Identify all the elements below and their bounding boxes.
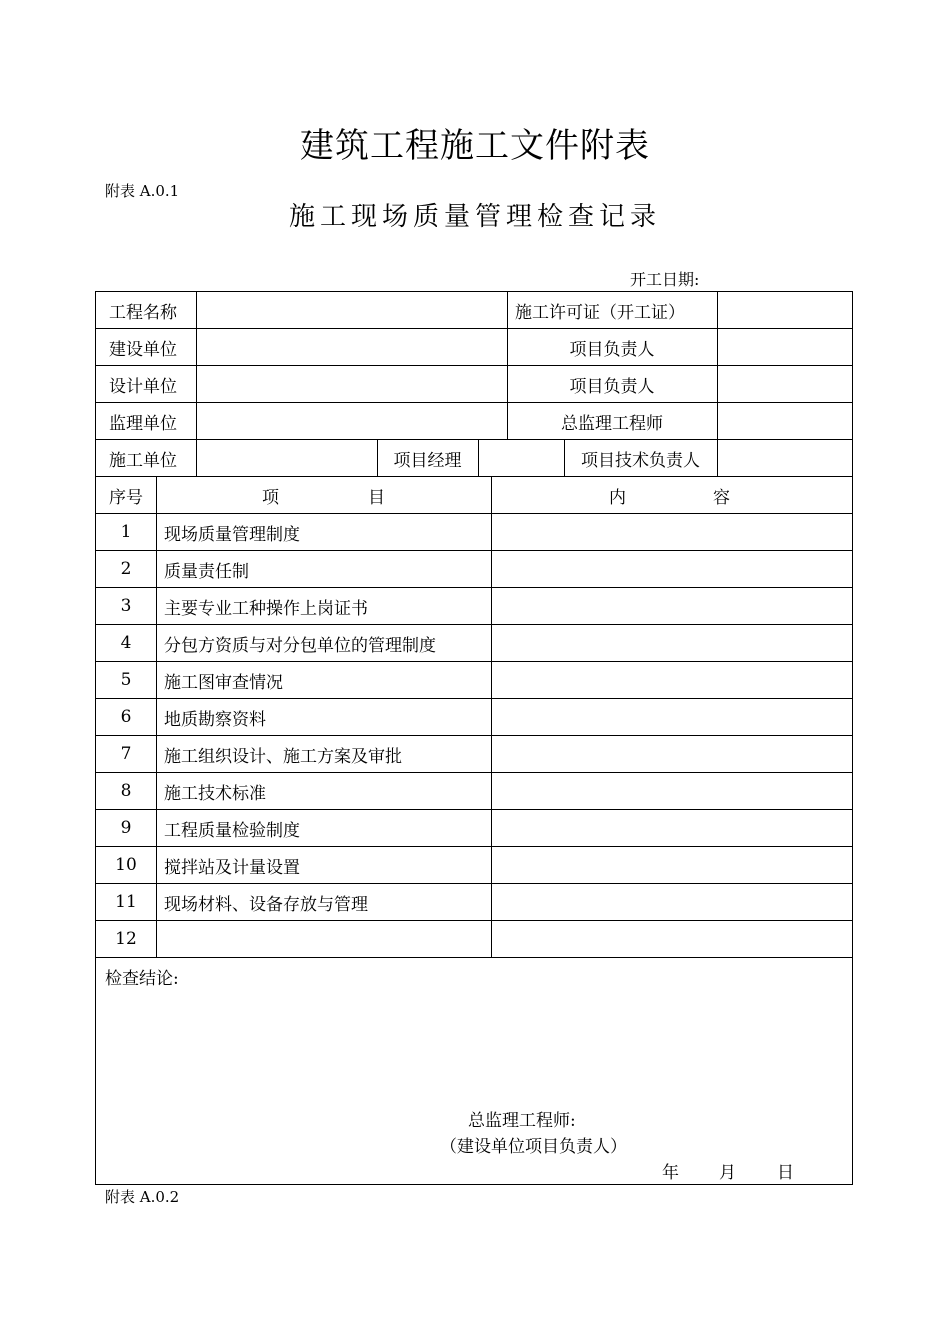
table-row	[96, 921, 852, 958]
info-row-design-unit	[96, 366, 852, 403]
row-content-field[interactable]	[491, 847, 853, 883]
project-name-field[interactable]	[196, 292, 507, 328]
row-content-field[interactable]	[491, 551, 853, 587]
chief-supervisor-field[interactable]	[717, 403, 853, 439]
row-item: 主要专业工种操作上岗证书	[164, 598, 368, 619]
table-row	[96, 773, 852, 810]
design-unit-field[interactable]	[196, 366, 507, 402]
table-row	[96, 884, 852, 921]
row-item: 质量责任制	[164, 561, 249, 582]
row-number: 3	[120, 596, 132, 616]
tech-leader-field[interactable]	[717, 440, 853, 476]
inspection-form-table	[95, 291, 853, 1185]
header-no: 序号	[109, 487, 143, 508]
builder-unit-field[interactable]	[196, 440, 377, 476]
project-leader-field[interactable]	[717, 329, 853, 365]
row-item: 地质勘察资料	[164, 709, 266, 730]
date-month: 月	[719, 1163, 736, 1183]
chief-supervisor-label: 总监理工程师	[561, 413, 663, 434]
info-row-project	[96, 292, 852, 329]
row-number: 10	[115, 855, 137, 875]
header-item-char-2: 目	[368, 487, 385, 508]
row-item: 现场材料、设备存放与管理	[164, 894, 368, 915]
row-number: 8	[120, 781, 132, 801]
date-year: 年	[662, 1163, 679, 1183]
row-content-field[interactable]	[491, 810, 853, 846]
project-manager-label: 项目经理	[393, 450, 462, 471]
row-item: 施工图审查情况	[164, 672, 283, 693]
header-item	[156, 477, 491, 513]
info-row-construction-unit	[96, 329, 852, 366]
row-number: 4	[120, 633, 132, 653]
appendix-label-bottom: 附表 A.0.2	[105, 1188, 180, 1206]
conclusion-label: 检查结论:	[105, 969, 179, 989]
row-number: 6	[120, 707, 132, 727]
construction-leader-signature-label: （建设单位项目负责人）	[440, 1137, 627, 1157]
builder-unit-label: 施工单位	[109, 450, 177, 471]
supervision-unit-field[interactable]	[196, 403, 507, 439]
row-item: 搅拌站及计量设置	[164, 857, 300, 878]
construction-unit-label: 建设单位	[109, 339, 177, 360]
table-row	[96, 699, 852, 736]
design-leader-label: 项目负责人	[569, 376, 655, 397]
row-content-field[interactable]	[491, 514, 853, 550]
table-row	[96, 810, 852, 847]
header-item-char-1: 项	[262, 487, 279, 508]
date-day: 日	[777, 1163, 794, 1183]
row-content-field[interactable]	[491, 625, 853, 661]
row-content-field[interactable]	[491, 699, 853, 735]
row-item	[156, 921, 491, 957]
start-date-label: 开工日期:	[630, 270, 700, 289]
row-content-field[interactable]	[491, 662, 853, 698]
row-item: 分包方资质与对分包单位的管理制度	[164, 635, 436, 656]
row-number: 12	[115, 929, 137, 949]
supervision-unit-label: 监理单位	[109, 413, 177, 434]
table-row	[96, 514, 852, 551]
row-content-field[interactable]	[491, 736, 853, 772]
table-row	[96, 847, 852, 884]
row-item: 现场质量管理制度	[164, 524, 300, 545]
table-header-row	[96, 477, 852, 514]
permit-field[interactable]	[717, 292, 853, 328]
row-number: 1	[120, 522, 132, 542]
info-row-supervision-unit	[96, 403, 852, 440]
project-leader-label: 项目负责人	[569, 339, 655, 360]
design-leader-field[interactable]	[717, 366, 853, 402]
row-item: 工程质量检验制度	[164, 820, 300, 841]
table-row	[96, 551, 852, 588]
row-number: 9	[120, 818, 132, 838]
project-name-label: 工程名称	[109, 302, 177, 323]
table-row	[96, 736, 852, 773]
form-title: 施工现场质量管理检查记录	[288, 202, 661, 232]
header-content	[491, 477, 853, 513]
row-number: 11	[115, 892, 137, 912]
design-unit-label: 设计单位	[109, 376, 177, 397]
row-number: 2	[120, 559, 132, 579]
row-number: 7	[120, 744, 132, 764]
row-content-field[interactable]	[491, 884, 853, 920]
row-item: 施工组织设计、施工方案及审批	[164, 746, 402, 767]
table-row	[96, 662, 852, 699]
row-item: 施工技术标准	[164, 783, 266, 804]
row-content-field[interactable]	[491, 588, 853, 624]
permit-label: 施工许可证（开工证）	[515, 302, 685, 323]
document-title: 建筑工程施工文件附表	[300, 126, 650, 166]
row-content-field[interactable]	[491, 921, 853, 957]
table-row	[96, 588, 852, 625]
row-number: 5	[120, 670, 132, 690]
project-manager-field[interactable]	[478, 440, 564, 476]
tech-leader-label: 项目技术负责人	[581, 450, 700, 471]
construction-unit-field[interactable]	[196, 329, 507, 365]
info-row-builder-unit	[96, 440, 852, 477]
header-content-char-2: 容	[713, 487, 730, 508]
chief-supervisor-signature-label: 总监理工程师:	[468, 1111, 576, 1131]
table-row	[96, 625, 852, 662]
header-content-char-1: 内	[609, 487, 626, 508]
row-content-field[interactable]	[491, 773, 853, 809]
appendix-label-top: 附表 A.0.1	[105, 182, 180, 200]
